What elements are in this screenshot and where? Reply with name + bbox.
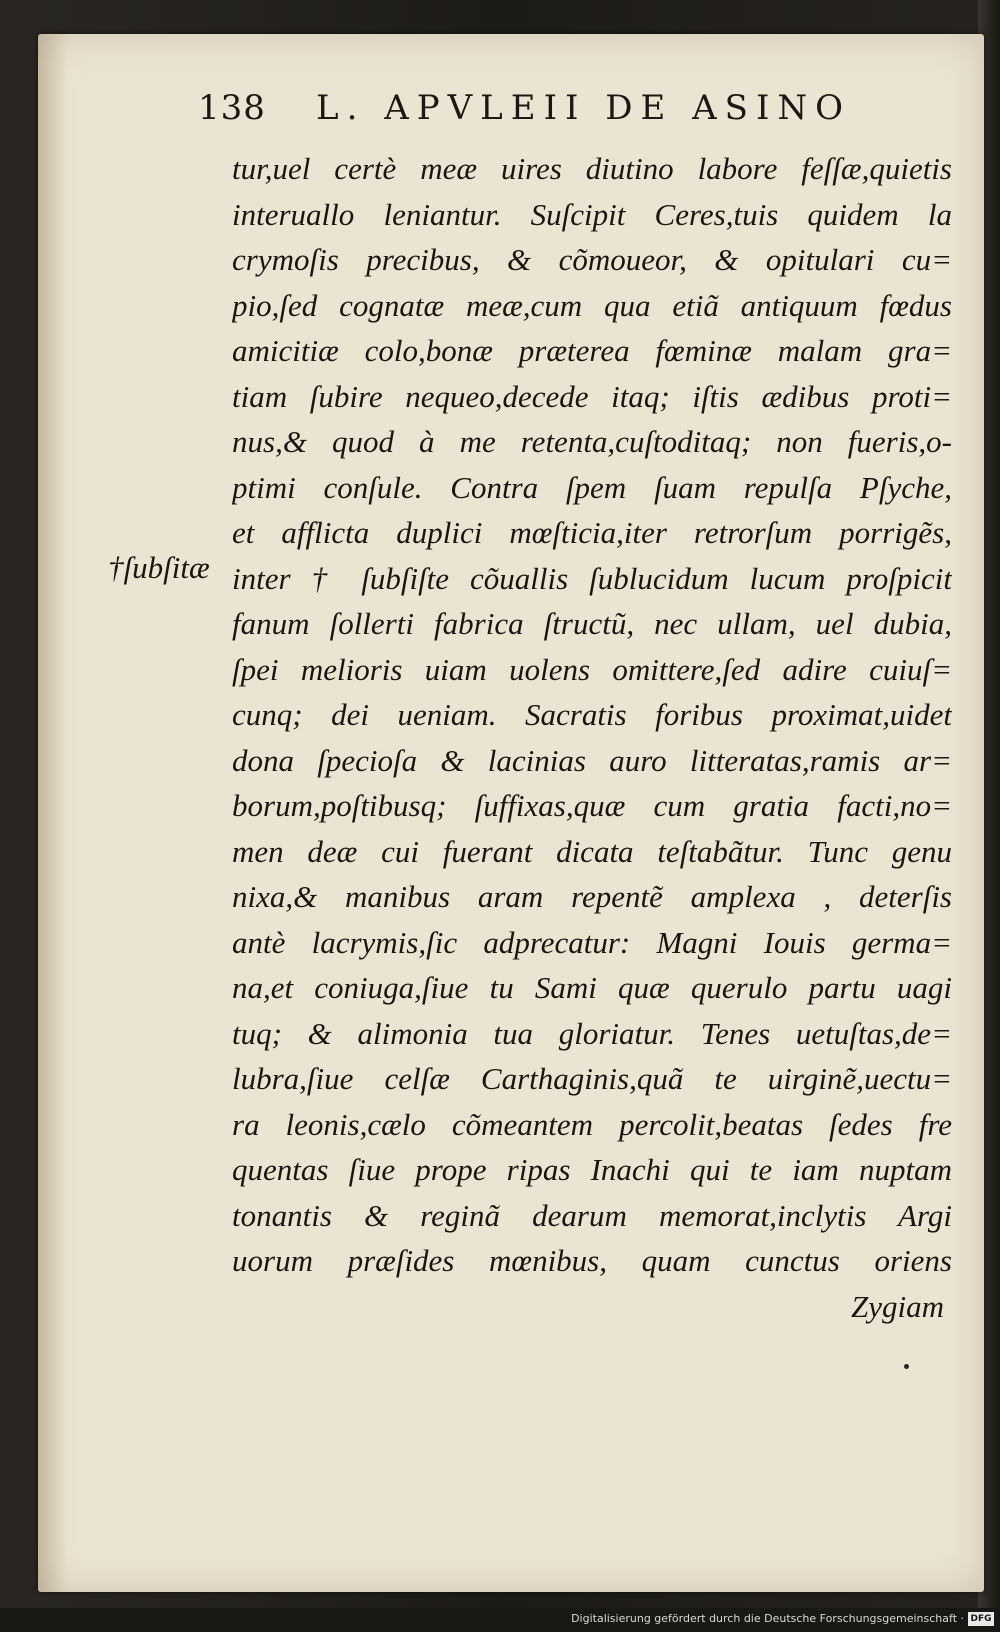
text-line: et afflicta duplici mœſticia,iter retrorſum porrigẽs,: [232, 515, 952, 550]
footer-bar: [0, 1608, 1000, 1632]
catchword: Zygiam: [851, 1288, 944, 1324]
text-line: ptimi conſule. Contra ſpem ſuam repulſa Pſyche,: [232, 469, 952, 505]
text-line: antè lacrymis,ſic adprecatur: Magni Iouis germa=: [232, 924, 952, 960]
text-line: men deæ cui fuerant dicata teſtabãtur. Tunc genu: [232, 833, 952, 869]
text-line: interuallo leniantur. Suſcipit Ceres,tuis quidem la: [232, 196, 952, 232]
footer-credit: Digitalisierung gefördert durch die Deutsche Forschungsgemeinschaft ·: [571, 1612, 964, 1625]
text-line: ra leonis,cælo cõmeantem percolit,beatas ſedes fre: [232, 1106, 952, 1142]
text-line: tur,uel certè meæ uires diutino labore feſſæ,quietis: [232, 151, 952, 186]
text-line: amicitiæ colo,bonæ præterea fœminæ malam gra=: [232, 333, 952, 368]
text-line: lubra,ſiue celſæ Carthaginis,quã te uirginẽ,uectu=: [232, 1061, 952, 1096]
text-line: na,et coniuga,ſiue tu Sami quæ querulo partu uagi: [232, 970, 952, 1005]
text-line: pio,ſed cognatæ meæ,cum qua etiã antiquum fœdus: [232, 287, 952, 323]
dfg-logo: DFG: [968, 1612, 994, 1626]
text-line: fanum ſollerti fabrica ſtructũ, nec ullam, uel dubia,: [232, 606, 952, 641]
running-head: L. APVLEII DE ASINO: [316, 88, 852, 128]
text-line: uorum præſides mœnibus, quam cunctus oriens: [232, 1243, 952, 1278]
ink-speck: [904, 1364, 909, 1369]
text-line: quentas ſiue prope ripas Inachi qui te iam nuptam: [232, 1152, 952, 1187]
text-line: dona ſpecioſa & lacinias auro litteratas,ramis ar=: [232, 742, 952, 778]
text-line: nus,& quod à me retenta,cuſtoditaq; non fueris,o-: [232, 424, 952, 459]
page-number: 138: [198, 88, 266, 128]
text-line: borum,poſtibusq; ſuffixas,quæ cum gratia facti,no=: [232, 788, 952, 823]
text-line: ſpei melioris uiam uolens omittere,ſed adire cuiuſ=: [232, 651, 952, 687]
text-line: nixa,& manibus aram repentẽ amplexa , deterſis: [232, 879, 952, 914]
text-line: tiam ſubire nequeo,decede itaq; iſtis ædibus proti=: [232, 378, 952, 414]
text-line: tuq; & alimonia tua gloriatur. Tenes uetuſtas,de=: [232, 1015, 952, 1051]
text-line: tonantis & reginã dearum memorat,inclytis Argi: [232, 1197, 952, 1233]
text-line: cunq; dei ueniam. Sacratis foribus proximat,uidet: [232, 697, 952, 732]
body-text: [232, 146, 952, 1329]
text-line: crymoſis precibus, & cõmoueor, & opitulari cu=: [232, 242, 952, 277]
page-header: [198, 88, 928, 138]
book-page: [38, 34, 984, 1592]
marginal-note: †ſubſitæ: [108, 550, 210, 585]
text-line: inter † ſubſiſte cõuallis ſublucidum lucum proſpicit: [232, 560, 952, 596]
